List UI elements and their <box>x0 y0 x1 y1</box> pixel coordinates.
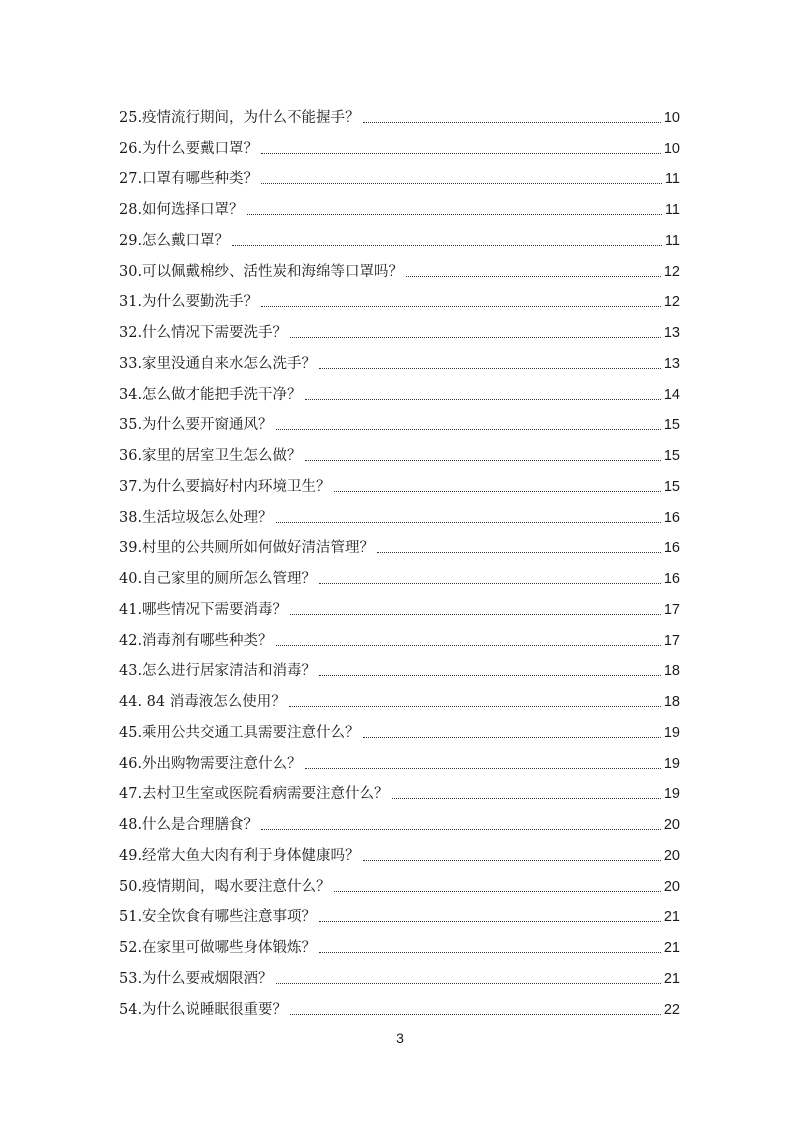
toc-entry[interactable] <box>119 588 680 619</box>
toc-entry-page: 19 <box>663 724 680 741</box>
dot-leader <box>319 367 661 369</box>
toc-entry-page: 12 <box>663 294 680 311</box>
toc-entry-title: 38.生活垃圾怎么处理？ <box>119 509 273 526</box>
dot-leader <box>261 152 661 154</box>
toc-entry-title: 51.安全饮食有哪些注意事项？ <box>119 909 317 926</box>
toc-entry-page: 16 <box>663 571 680 587</box>
toc-entry[interactable] <box>119 957 680 988</box>
dot-leader <box>276 521 661 523</box>
toc-entry[interactable] <box>119 188 680 219</box>
toc-entry-title: 48.什么是合理膳食？ <box>119 817 259 833</box>
toc-entry-page: 12 <box>663 263 680 280</box>
toc-entry[interactable] <box>119 158 680 189</box>
toc-entry[interactable] <box>119 96 680 127</box>
toc-entry-title: 42.消毒剂有哪些种类？ <box>119 632 273 649</box>
toc-entry[interactable] <box>119 988 680 1019</box>
toc-entry[interactable] <box>119 834 680 865</box>
dot-leader <box>305 459 661 461</box>
toc-entry-page: 17 <box>663 601 680 618</box>
page-number: 3 <box>396 1030 404 1046</box>
dot-leader <box>363 859 661 861</box>
toc-entry-page: 20 <box>663 878 680 895</box>
dot-leader <box>261 182 662 184</box>
toc-entry[interactable] <box>119 773 680 804</box>
toc-entry-page: 20 <box>663 847 680 864</box>
toc-entry[interactable] <box>119 496 680 527</box>
toc-entry-title: 25.疫情流行期间，为什么不能握手？ <box>119 109 360 126</box>
toc-entry-page: 11 <box>664 202 680 218</box>
toc-entry-title: 46.外出购物需要注意什么？ <box>119 755 302 772</box>
toc-entry-page: 19 <box>663 786 680 803</box>
dot-leader <box>247 213 662 215</box>
toc-entry[interactable] <box>119 281 680 312</box>
dot-leader <box>261 305 661 307</box>
toc-entry-page: 20 <box>663 817 680 833</box>
dot-leader <box>276 982 661 984</box>
toc-entry-page: 16 <box>663 509 680 526</box>
toc-entry-page: 15 <box>663 417 680 434</box>
toc-entry[interactable] <box>119 250 680 281</box>
toc-entry-page: 19 <box>663 755 680 772</box>
toc-entry-title: 31.为什么要勤洗手？ <box>119 294 259 311</box>
dot-leader <box>334 490 661 492</box>
toc-entry-title: 41.哪些情况下需要消毒？ <box>119 601 288 618</box>
toc-entry[interactable] <box>119 619 680 650</box>
toc-entry[interactable] <box>119 650 680 681</box>
toc-entry[interactable] <box>119 711 680 742</box>
toc-entry[interactable] <box>119 434 680 465</box>
toc-entry[interactable] <box>119 896 680 927</box>
toc-entry[interactable] <box>119 803 680 834</box>
toc-entry-title: 34.怎么做才能把手洗干净？ <box>119 386 302 403</box>
toc-entry-title: 29.怎么戴口罩？ <box>119 232 230 249</box>
toc-entry[interactable] <box>119 557 680 588</box>
toc-entry-page: 15 <box>663 478 680 495</box>
dot-leader <box>290 1013 661 1015</box>
dot-leader <box>363 121 661 123</box>
toc-entry-title: 35.为什么要开窗通风？ <box>119 417 273 434</box>
toc-entry[interactable] <box>119 311 680 342</box>
toc-entry[interactable] <box>119 527 680 558</box>
toc-entry[interactable] <box>119 404 680 435</box>
table-of-contents <box>119 96 680 1019</box>
toc-entry-title: 44. 84 消毒液怎么使用？ <box>119 694 286 710</box>
toc-entry-page: 10 <box>663 140 680 157</box>
toc-entry-title: 26.为什么要戴口罩？ <box>119 140 259 157</box>
toc-entry[interactable] <box>119 219 680 250</box>
dot-leader <box>319 674 661 676</box>
dot-leader <box>319 920 661 922</box>
toc-entry[interactable] <box>119 680 680 711</box>
dot-leader <box>305 767 661 769</box>
toc-entry-page: 18 <box>663 663 680 680</box>
toc-entry[interactable] <box>119 127 680 158</box>
dot-leader <box>377 551 661 553</box>
toc-entry-title: 28.如何选择口罩？ <box>119 202 244 218</box>
dot-leader <box>406 275 661 277</box>
dot-leader <box>289 705 661 707</box>
toc-entry[interactable] <box>119 465 680 496</box>
toc-entry-title: 52.在家里可做哪些身体锻炼？ <box>119 940 317 956</box>
toc-entry[interactable] <box>119 865 680 896</box>
toc-entry-page: 10 <box>663 109 680 126</box>
toc-entry-page: 11 <box>664 232 680 249</box>
toc-entry-title: 27.口罩有哪些种类？ <box>119 171 259 188</box>
toc-entry-page: 13 <box>663 355 680 372</box>
dot-leader <box>392 797 661 799</box>
toc-entry-title: 47.去村卫生室或医院看病需要注意什么？ <box>119 786 389 803</box>
toc-entry[interactable] <box>119 373 680 404</box>
toc-entry-title: 50.疫情期间，喝水要注意什么？ <box>119 878 331 895</box>
toc-entry-page: 21 <box>663 940 680 956</box>
dot-leader <box>290 613 661 615</box>
dot-leader <box>319 582 661 584</box>
dot-leader <box>290 336 661 338</box>
dot-leader <box>334 890 661 892</box>
toc-entry[interactable] <box>119 342 680 373</box>
dot-leader <box>261 828 661 830</box>
toc-entry-title: 30.可以佩戴棉纱、活性炭和海绵等口罩吗？ <box>119 263 404 280</box>
dot-leader <box>363 736 661 738</box>
toc-entry-title: 53.为什么要戒烟限酒？ <box>119 970 273 987</box>
toc-entry-title: 49.经常大鱼大肉有利于身体健康吗？ <box>119 847 360 864</box>
dot-leader <box>232 244 662 246</box>
toc-entry-page: 21 <box>663 970 680 987</box>
dot-leader <box>276 644 661 646</box>
toc-entry[interactable] <box>119 926 680 957</box>
toc-entry-page: 14 <box>663 386 680 403</box>
toc-entry-page: 16 <box>663 540 680 557</box>
toc-entry-title: 37.为什么要搞好村内环境卫生？ <box>119 478 331 495</box>
toc-entry-title: 40.自己家里的厕所怎么管理？ <box>119 571 317 587</box>
toc-entry-page: 21 <box>663 909 680 926</box>
toc-entry-page: 18 <box>663 694 680 710</box>
toc-entry-page: 17 <box>663 632 680 649</box>
toc-entry-title: 43.怎么进行居家清洁和消毒？ <box>119 663 317 680</box>
toc-entry-page: 15 <box>663 448 680 464</box>
toc-entry[interactable] <box>119 742 680 773</box>
toc-entry-title: 54.为什么说睡眠很重要？ <box>119 1001 288 1018</box>
toc-entry-title: 33.家里没通自来水怎么洗手？ <box>119 355 317 372</box>
toc-entry-title: 39.村里的公共厕所如何做好清洁管理？ <box>119 540 375 557</box>
dot-leader <box>276 428 661 430</box>
toc-entry-page: 11 <box>664 171 680 188</box>
dot-leader <box>305 398 661 400</box>
toc-entry-title: 36.家里的居室卫生怎么做？ <box>119 448 302 464</box>
toc-entry-title: 32.什么情况下需要洗手？ <box>119 325 288 341</box>
toc-entry-page: 13 <box>663 325 680 341</box>
toc-entry-page: 22 <box>663 1001 680 1018</box>
dot-leader <box>319 951 661 953</box>
toc-entry-title: 45.乘用公共交通工具需要注意什么？ <box>119 724 360 741</box>
